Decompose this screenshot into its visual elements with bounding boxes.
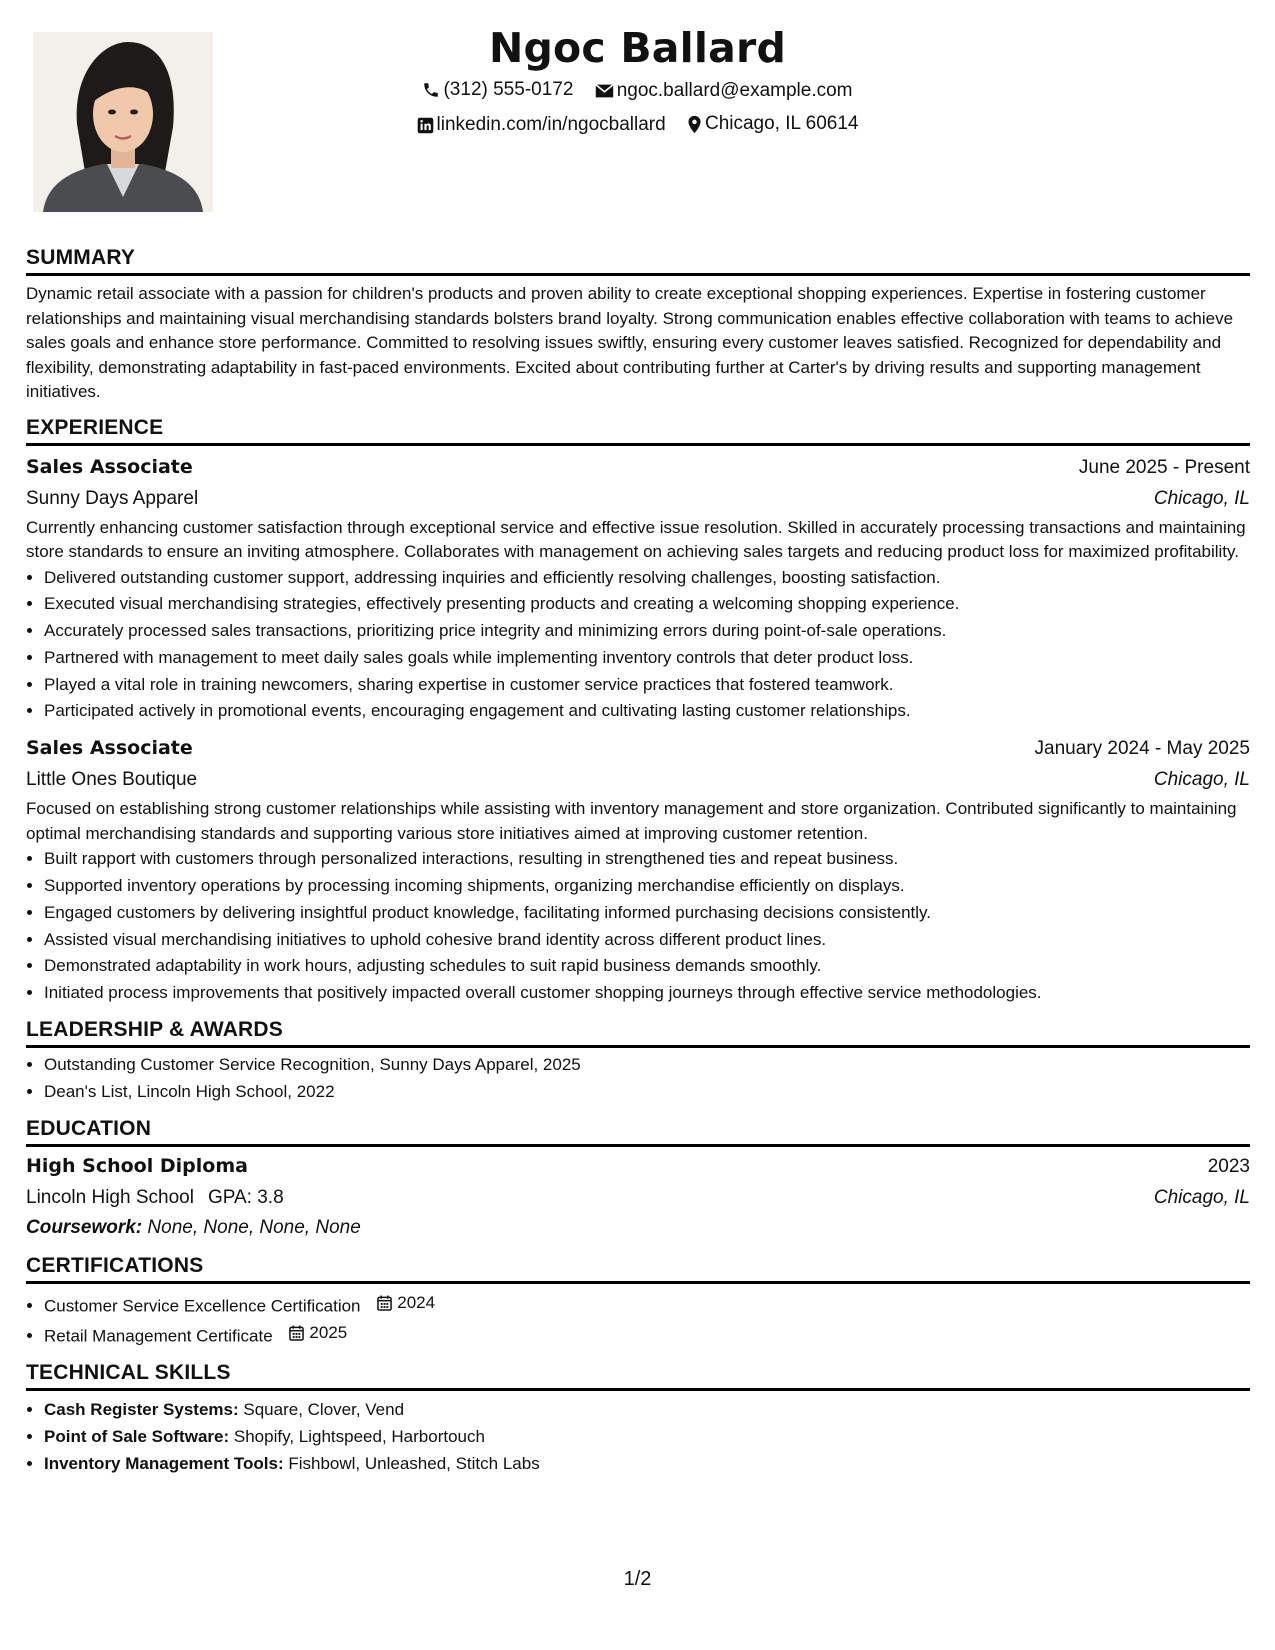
job-title: Sales Associate — [26, 455, 193, 478]
list-item — [44, 1397, 1250, 1424]
calendar-icon — [289, 1325, 304, 1341]
awards-heading: LEADERSHIP & AWARDS — [26, 1017, 1250, 1048]
certifications-section — [26, 1253, 1250, 1350]
linkedin-icon — [417, 117, 434, 134]
cert-name: Customer Service Excellence Certification — [44, 1296, 361, 1316]
list-item: • Executed visual merchandising strategies, effectively presenting products and creating a welcoming shopping experience. — [44, 591, 1250, 618]
list-item: • Engaged customers by delivering insightful product knowledge, facilitating informed purchasing decisions consistently. — [44, 900, 1250, 927]
job-company: Little Ones Boutique — [26, 769, 198, 791]
linkedin-contact[interactable] — [417, 111, 666, 139]
certifications-list — [26, 1290, 1250, 1350]
cert-name: Retail Management Certificate — [44, 1326, 273, 1346]
summary-text: Dynamic retail associate with a passion for children's products and proven ability to create exceptional shopping experiences. Expertise in fostering customer relationships and maintaining visual merchandising standards bolsters brand loyalty. Strong communication enables effective collaboration with teams to achieve sales goals and enhance store performance. Committed to resolving issues swiftly, ensuring every customer leaves satisfied. Recognized for dependability and flexibility, demonstrating adaptability in fast-paced environments. Excited about contributing further at Carter's by driving results and supporting management initiatives. — [26, 284, 1234, 401]
calendar-icon — [377, 1295, 392, 1311]
skills-list — [26, 1397, 1250, 1477]
list-item: • Partnered with management to meet daily sales goals while implementing inventory controls that deter product loss. — [44, 645, 1250, 672]
job-location: Chicago, IL — [1153, 769, 1250, 791]
job-entry — [26, 452, 1250, 726]
job-bullets — [26, 846, 1250, 1007]
cert-year: 2024 — [397, 1292, 436, 1312]
job-entry — [26, 733, 1250, 1007]
skills-section — [26, 1360, 1250, 1477]
list-item — [44, 1424, 1250, 1451]
awards-section — [26, 1017, 1250, 1106]
list-item — [44, 1290, 1250, 1320]
resume-body — [26, 245, 1250, 1487]
job-dates: June 2025 - Present — [1078, 456, 1250, 478]
coursework-label: Coursework: — [26, 1216, 143, 1238]
list-item: • Outstanding Customer Service Recognition, Sunny Days Apparel, 2025 — [44, 1052, 1250, 1079]
cert-date — [377, 1290, 435, 1317]
map-pin-icon — [687, 115, 702, 134]
job-location: Chicago, IL — [1153, 487, 1250, 509]
awards-list — [26, 1052, 1250, 1106]
skill-label: Point of Sale Software: — [44, 1426, 230, 1446]
contact-line-2 — [0, 110, 1275, 143]
list-item: • Dean's List, Lincoln High School, 2022 — [44, 1079, 1250, 1106]
skill-label: Cash Register Systems: — [44, 1400, 239, 1420]
summary-heading: SUMMARY — [26, 245, 1250, 276]
skill-value: Shopify, Lightspeed, Harbortouch — [233, 1426, 485, 1446]
cert-year: 2025 — [309, 1322, 348, 1342]
job-dates: January 2024 - May 2025 — [1034, 738, 1250, 760]
list-item: • Demonstrated adaptability in work hours, adjusting schedules to suit rapid business demands smoothly. — [44, 953, 1250, 980]
summary-section — [26, 245, 1250, 405]
job-company: Sunny Days Apparel — [26, 487, 199, 509]
job-description: Currently enhancing customer satisfaction through exceptional service and effective issue resolution. Skilled in accurately processing transactions and maintaining store standards to ensure an inviting atmosphere. Collaborates with management on achieving sales targets and reducing product loss for maximized profitability. — [26, 517, 1246, 561]
email-text: ngoc.ballard@example.com — [616, 80, 853, 101]
education-section — [26, 1116, 1250, 1243]
skill-value: Fishbowl, Unleashed, Stitch Labs — [288, 1453, 540, 1473]
coursework-line — [26, 1213, 1250, 1243]
linkedin-text: linkedin.com/in/ngocballard — [436, 114, 666, 135]
phone-icon — [422, 81, 440, 99]
graduation-year: 2023 — [1207, 1155, 1250, 1177]
list-item: • Supported inventory operations by processing incoming shipments, organizing merchandise efficiently on displays. — [44, 873, 1250, 900]
phone-contact — [422, 76, 573, 104]
gpa-text: GPA: 3.8 — [207, 1186, 284, 1208]
job-bullets — [26, 565, 1250, 726]
list-item — [44, 1451, 1250, 1478]
coursework-value: None, None, None, None — [147, 1216, 361, 1238]
school-name: Lincoln High School — [26, 1186, 194, 1208]
email-contact[interactable] — [595, 77, 853, 105]
experience-section — [26, 415, 1250, 1008]
school-location: Chicago, IL — [1153, 1186, 1250, 1208]
experience-heading: EXPERIENCE — [26, 415, 1250, 446]
resume-header — [0, 22, 1275, 143]
list-item — [44, 1320, 1250, 1350]
skill-label: Inventory Management Tools: — [44, 1453, 284, 1473]
list-item: • Built rapport with customers through personalized interactions, resulting in strengthened ties and repeat business. — [44, 846, 1250, 873]
list-item: • Initiated process improvements that positively impacted overall customer shopping journeys through effective service methodologies. — [44, 980, 1250, 1007]
list-item: • Played a vital role in training newcomers, sharing expertise in customer service practices that fostered teamwork. — [44, 672, 1250, 699]
page-number: 1/2 — [623, 1568, 652, 1590]
cert-date — [289, 1320, 347, 1347]
list-item: • Accurately processed sales transactions, prioritizing price integrity and minimizing errors during point-of-sale operations. — [44, 618, 1250, 645]
list-item: • Delivered outstanding customer support, addressing inquiries and efficiently resolving challenges, boosting satisfaction. — [44, 565, 1250, 592]
school-info — [26, 1182, 284, 1213]
education-heading: EDUCATION — [26, 1116, 1250, 1147]
list-item: • Participated actively in promotional events, encouraging engagement and cultivating lasting customer relationships. — [44, 698, 1250, 725]
candidate-name: Ngoc Ballard — [488, 24, 787, 72]
certifications-heading: CERTIFICATIONS — [26, 1253, 1250, 1284]
contact-line-1 — [0, 76, 1275, 108]
phone-text: (312) 555-0172 — [443, 79, 574, 100]
skills-heading: TECHNICAL SKILLS — [26, 1360, 1250, 1391]
skill-value: Square, Clover, Vend — [243, 1400, 405, 1420]
envelope-icon — [595, 83, 614, 99]
location-text: Chicago, IL 60614 — [704, 113, 859, 134]
job-description: Focused on establishing strong customer relationships while assisting with inventory management and store organization. Contributed significantly to maintaining optimal merchandising standards and supporting various store initiatives aimed at improving customer retention. — [26, 799, 1237, 843]
job-title: Sales Associate — [26, 737, 193, 760]
degree-title: High School Diploma — [26, 1154, 248, 1177]
list-item: • Assisted visual merchandising initiatives to uphold cohesive brand identity across different product lines. — [44, 927, 1250, 954]
location-contact — [687, 110, 859, 138]
